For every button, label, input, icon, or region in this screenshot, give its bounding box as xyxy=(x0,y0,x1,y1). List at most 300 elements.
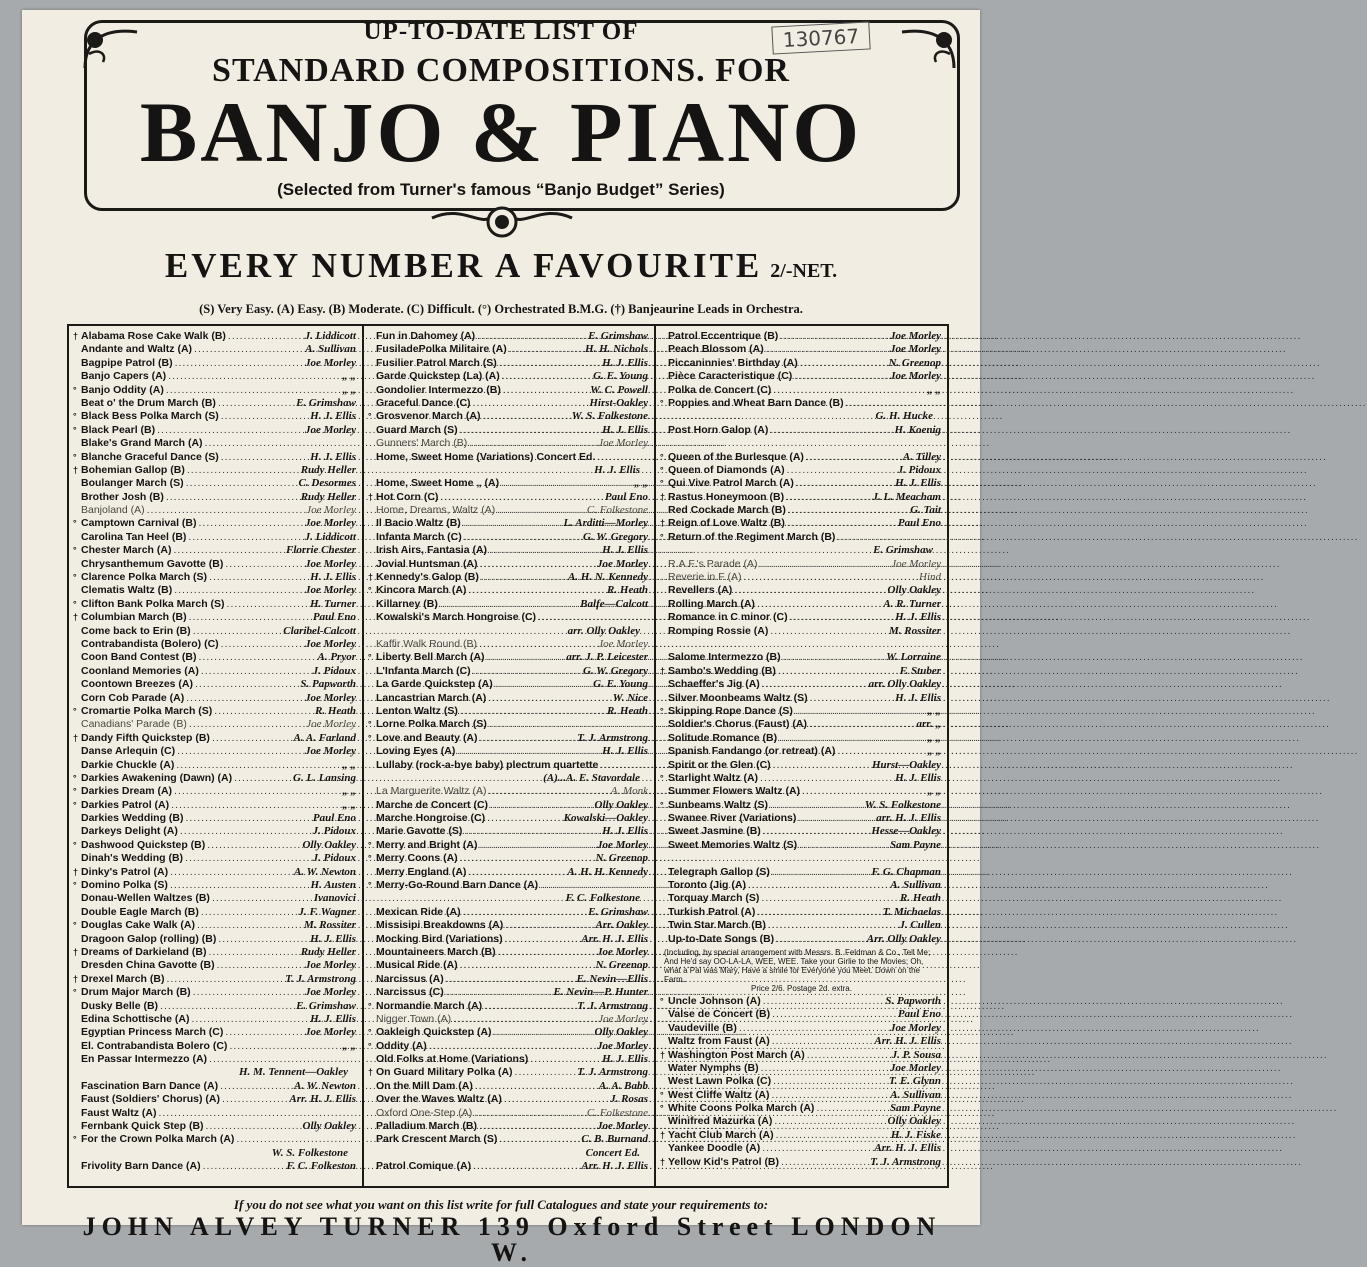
composition-title: Romping Rossie (A) xyxy=(668,624,769,637)
marker-symbol: † xyxy=(73,732,79,743)
leader-dots xyxy=(762,678,867,691)
header-subtitle: (Selected from Turner's famous “Banjo Budget” Series) xyxy=(277,180,725,199)
leader-dots xyxy=(774,1115,885,1128)
list-spacer xyxy=(656,852,947,865)
composer: H. J. Ellis xyxy=(594,463,640,476)
composition-title: Twin Star March (B) xyxy=(668,919,766,932)
list-item xyxy=(364,986,654,999)
composer: Claribel-Calcott xyxy=(283,624,356,637)
composer: „ „ xyxy=(634,477,648,490)
list-item xyxy=(69,1013,362,1026)
leader-dots xyxy=(475,1080,597,1093)
composition-title: Dragoon Galop (rolling) (B) xyxy=(81,932,217,945)
composition-title: FusiladePolka Militaire (A) xyxy=(376,343,507,356)
list-item xyxy=(69,370,362,383)
composer: T. Michaelas xyxy=(882,905,941,918)
composer-credit-line xyxy=(364,892,654,905)
composer: Olly Oakley xyxy=(302,1120,356,1133)
leader-dots xyxy=(460,959,594,972)
leader-dots xyxy=(766,343,888,356)
list-item xyxy=(69,973,362,986)
composer: Paul Eno xyxy=(312,812,356,825)
composition-title: Marie Gavotte (S) xyxy=(376,825,463,838)
composition-title: Winifred Mazurka (A) xyxy=(668,1115,773,1128)
composer: H. J. Fiske xyxy=(890,1128,941,1141)
list-item xyxy=(364,1066,654,1079)
composer-credit-line xyxy=(364,1147,654,1160)
leader-dots xyxy=(199,517,303,530)
marker-symbol: ° xyxy=(368,880,372,891)
list-item xyxy=(69,611,362,624)
marker-symbol: ° xyxy=(73,518,77,529)
list-item xyxy=(656,370,947,383)
leader-dots xyxy=(463,906,586,919)
leader-dots xyxy=(221,451,308,464)
composition-title: Douglas Cake Walk (A) xyxy=(81,919,195,932)
composer: M. Rossiter xyxy=(304,919,356,932)
composition-title: West Cliffe Waltz (A) xyxy=(668,1088,770,1101)
composer: Joe Morley xyxy=(596,557,648,570)
list-item xyxy=(364,973,654,986)
composer: N. Greenop xyxy=(595,959,648,972)
composer: Joe Morley xyxy=(598,637,648,650)
list-item xyxy=(364,584,654,597)
marker-symbol: ° xyxy=(73,545,77,556)
composer: J. F. Wagner xyxy=(298,905,356,918)
composer: Olly Oakley xyxy=(887,584,941,597)
composer: Joe Morley xyxy=(596,1039,648,1052)
composition-title: White Coons Polka March (A) xyxy=(668,1102,815,1115)
leader-dots xyxy=(739,1022,888,1035)
composer-credit-line xyxy=(69,1066,362,1079)
slogan-text: EVERY NUMBER A FAVOURITE xyxy=(164,246,763,285)
list-item xyxy=(364,384,654,397)
composition-title: Post Horn Galop (A) xyxy=(668,423,769,436)
composition-title: Darkeys Delight (A) xyxy=(81,825,178,838)
composer: „ „ xyxy=(342,1039,356,1052)
note-price: Price 2/6. Postage 2d. extra. xyxy=(751,983,852,993)
composition-title: Merry England (A) xyxy=(376,865,467,878)
leader-dots xyxy=(168,370,340,383)
list-item xyxy=(656,1115,947,1128)
leader-dots xyxy=(453,1013,596,1026)
composer: H. J. Ellis xyxy=(602,1053,648,1066)
composition-title: Return of the Regiment March (B) xyxy=(668,530,836,543)
leader-dots xyxy=(757,598,881,611)
composition-title: Spanish Fandango (or retreat) (A) xyxy=(668,745,836,758)
composition-title: Poppies and Wheat Barn Dance (B) xyxy=(668,396,844,409)
composition-title: Gunners' March (B) xyxy=(376,437,468,450)
leader-dots xyxy=(206,1120,301,1133)
composer: Joe Morley xyxy=(598,437,648,450)
composer: R. Heath xyxy=(900,892,941,905)
composition-title: Dinah's Wedding (B) xyxy=(81,852,184,865)
composer: W. S. Folkestone xyxy=(864,798,941,811)
composer: H. J. Ellis xyxy=(602,544,648,557)
leader-dots xyxy=(170,866,292,879)
composition-title: Irish Airs, Fantasia (A) xyxy=(376,544,488,557)
leader-dots xyxy=(489,718,646,731)
leader-dots xyxy=(225,1026,303,1039)
composer: J. P. Sousa xyxy=(891,1048,941,1061)
composer: Rudy Heller xyxy=(300,463,356,476)
list-note xyxy=(656,946,947,995)
list-spacer xyxy=(656,437,947,450)
composition-title: Blake's Grand March (A) xyxy=(81,437,203,450)
leader-dots xyxy=(209,1053,354,1066)
list-item xyxy=(69,384,362,397)
leader-dots xyxy=(186,477,297,490)
list-item xyxy=(656,584,947,597)
leader-dots xyxy=(788,504,908,517)
composer: G. W. Gregory xyxy=(583,664,648,677)
composer: „ „ xyxy=(927,731,941,744)
composer: A. Pryor xyxy=(317,651,356,664)
header-line-2: STANDARD COMPOSITIONS. FOR xyxy=(212,52,790,89)
composition-title: Schaeffer's Jig (A) xyxy=(668,678,760,691)
composition-title: Banjo Oddity (A) xyxy=(81,383,164,396)
composer: G. E. Young xyxy=(593,370,648,383)
composer: H. J. Ellis xyxy=(602,825,648,838)
composition-title: Romance in C minor (C) xyxy=(668,611,788,624)
composition-title: Washington Post March (A) xyxy=(668,1048,805,1061)
leader-dots xyxy=(460,852,594,865)
composer: Concert Ed. xyxy=(585,1146,640,1159)
list-item xyxy=(656,1075,947,1088)
list-item xyxy=(656,1102,947,1115)
composition-title: Revellers (A) xyxy=(668,584,733,597)
list-item xyxy=(364,451,654,464)
composer: Arr. Olly Oakley xyxy=(866,932,941,945)
composition-title: Frivolity Barn Dance (A) xyxy=(81,1160,201,1173)
leader-dots xyxy=(473,665,581,678)
composer: G. W. Gregory xyxy=(583,530,648,543)
note-text: (Including, by special arrangement with Messrs. B. Feldman & Co., Tell Me; And He'd say OO-LA-LA, WEE, WEE. Take your Girlie to the Movies; Oh, what a Pal was Mary, Have a smile for Everyone you Meet. Down on the Farm. xyxy=(664,947,931,984)
price-label: 2/-NET. xyxy=(770,260,838,282)
composition-title: Sweet Memories Waltz (S) xyxy=(668,838,798,851)
composer: Balfe—Calcott xyxy=(580,597,648,610)
composition-title: Queen of the Burlesque (A) xyxy=(668,450,804,463)
list-item xyxy=(69,986,362,999)
marker-symbol: † xyxy=(73,331,79,341)
list-item xyxy=(364,598,654,611)
composer: T. J. Armstrong xyxy=(577,999,648,1012)
composer: H. J. Ellis xyxy=(895,477,941,490)
leader-dots xyxy=(166,491,299,504)
list-item xyxy=(656,1008,947,1021)
marker-symbol: † xyxy=(368,491,374,502)
composition-title: Mexican Ride (A) xyxy=(376,905,461,918)
list-item xyxy=(69,879,362,892)
composition-title: Vaudeville (B) xyxy=(668,1021,737,1034)
composer: „ „ xyxy=(342,785,356,798)
list-item xyxy=(656,1035,947,1048)
list-item xyxy=(69,625,362,638)
list-item xyxy=(656,451,947,464)
composer: arr. Olly Oakley xyxy=(868,678,941,691)
leader-dots xyxy=(460,424,600,437)
composer-credit-line xyxy=(364,772,654,785)
composition-title: Home, Dreams, Waltz (A) xyxy=(376,504,496,517)
leader-dots xyxy=(479,1120,595,1133)
composition-title: Waltz from Faust (A) xyxy=(668,1035,770,1048)
composer: A. R. Turner xyxy=(883,597,941,610)
list-item xyxy=(69,785,362,798)
composer: Olly Oakley xyxy=(594,1026,648,1039)
composition-title: Drexel March (B) xyxy=(81,972,165,985)
leader-dots xyxy=(503,384,588,397)
column-1 xyxy=(69,326,364,1186)
list-item xyxy=(69,330,362,343)
composer: J. Liddicott xyxy=(304,530,356,543)
list-item xyxy=(364,1000,654,1013)
composer: „ „ xyxy=(927,745,941,758)
composition-title: Patrol Eccentrique (B) xyxy=(668,330,779,342)
composition-title: Darkies Wedding (B) xyxy=(81,812,184,825)
marker-symbol: ° xyxy=(73,987,77,998)
list-item xyxy=(656,1089,947,1102)
composer: R. Heath xyxy=(607,704,648,717)
composer: Olly Oakley xyxy=(887,1115,941,1128)
list-item xyxy=(69,678,362,691)
leader-dots xyxy=(201,906,297,919)
composition-title: La Marguerite Waltz (A) xyxy=(376,785,487,798)
list-item xyxy=(656,464,947,477)
leader-dots xyxy=(484,1000,575,1013)
composer: R. Heath xyxy=(607,584,648,597)
marker-symbol: ° xyxy=(73,705,77,716)
marker-symbol: ° xyxy=(73,880,77,891)
list-item xyxy=(364,678,654,691)
composer: „ „ xyxy=(342,798,356,811)
composition-title: Love and Beauty (A) xyxy=(376,731,478,744)
composer: H. J. Ellis xyxy=(310,932,356,945)
leader-dots xyxy=(473,397,588,410)
composer: T. J. Armstrong xyxy=(870,1155,941,1168)
marker-symbol: ° xyxy=(73,384,77,395)
composition-title: Black Pearl (B) xyxy=(81,423,156,436)
list-item xyxy=(69,343,362,356)
leader-dots xyxy=(176,759,340,772)
list-item xyxy=(656,785,947,798)
composer: E. Grimshaw xyxy=(296,396,356,409)
leader-dots xyxy=(499,357,600,370)
composer: Kowalski—Oakley xyxy=(563,812,648,825)
composition-title: Oxford One-Step (A) xyxy=(376,1106,473,1119)
marker-symbol: † xyxy=(660,518,666,529)
composer: E. Grimshaw xyxy=(296,999,356,1012)
composition-title: L'Infanta March (C) xyxy=(376,664,471,677)
composition-title: Yacht Club March (A) xyxy=(668,1128,774,1141)
column-2 xyxy=(364,326,656,1186)
leader-dots xyxy=(234,772,291,785)
composer: A. W. Newton xyxy=(294,1079,356,1092)
leader-dots xyxy=(816,1102,888,1115)
leader-dots xyxy=(480,732,576,745)
leader-dots xyxy=(175,357,303,370)
page-title: BANJO & PIANO xyxy=(139,84,863,180)
marker-symbol: ° xyxy=(73,572,77,583)
list-item xyxy=(69,852,362,865)
list-item xyxy=(364,1040,654,1053)
leader-dots xyxy=(798,812,874,825)
list-item xyxy=(364,879,654,892)
composer: J. Pidoux xyxy=(897,463,941,476)
composition-title: Queen of Diamonds (A) xyxy=(668,463,785,476)
leader-dots xyxy=(468,584,605,597)
leader-dots xyxy=(229,1040,340,1053)
composer: S. Papworth xyxy=(885,994,941,1007)
leader-dots xyxy=(488,785,608,798)
marker-symbol: ° xyxy=(73,772,77,783)
list-item xyxy=(364,839,654,852)
list-item xyxy=(656,919,947,932)
list-item xyxy=(656,504,947,517)
marker-symbol: ° xyxy=(660,1103,664,1114)
composition-title: Reverie in F (A) xyxy=(668,571,742,584)
list-item xyxy=(364,866,654,879)
list-item xyxy=(69,464,362,477)
list-item xyxy=(364,812,654,825)
composer: F. C. Folkestone xyxy=(565,892,640,905)
composition-title: Drum Major March (B) xyxy=(81,986,191,999)
leader-dots xyxy=(217,959,303,972)
list-item xyxy=(69,812,362,825)
composer: A. A. Babb xyxy=(598,1079,648,1092)
composition-title: Kincora March (A) xyxy=(376,584,467,597)
list-item xyxy=(69,504,362,517)
leader-dots xyxy=(515,1066,576,1079)
list-item xyxy=(656,598,947,611)
composer: W. S. Folkestone xyxy=(571,410,648,423)
composer: Hesse—Oakley xyxy=(871,825,941,838)
leader-dots xyxy=(794,370,888,383)
composer: A. Sullivan xyxy=(305,343,356,356)
leader-dots xyxy=(770,799,863,812)
composer: S. Papworth xyxy=(300,678,356,691)
composition-title: Darkie Chuckle (A) xyxy=(81,758,175,771)
composition-title: Toronto (Jig (A) xyxy=(668,879,746,892)
leader-dots xyxy=(197,919,302,932)
leader-dots xyxy=(479,638,596,651)
leader-dots xyxy=(806,451,901,464)
leader-dots xyxy=(208,946,298,959)
list-item xyxy=(656,531,947,544)
leader-dots xyxy=(188,531,302,544)
composition-title: Jovial Huntsman (A) xyxy=(376,557,478,570)
composition-title: Musical Ride (A) xyxy=(376,959,458,972)
composer: Sam Payne xyxy=(889,838,941,851)
composition-title: Valse de Concert (B) xyxy=(668,1008,771,1021)
leader-dots xyxy=(509,343,583,356)
leader-dots xyxy=(757,906,880,919)
list-item xyxy=(69,1080,362,1093)
composer: G. H. Hucke xyxy=(875,410,933,423)
footer-instruction: If you do not see what you want on this list write for full Catalogues and state your requirements to: xyxy=(233,1197,769,1212)
composer: T. J. Armstrong xyxy=(577,1066,648,1079)
list-item xyxy=(364,611,654,624)
leader-dots xyxy=(530,1053,600,1066)
list-item xyxy=(656,611,947,624)
composer: Arr. H. J. Ellis xyxy=(581,1160,648,1173)
composer: J. Pidoux xyxy=(312,825,356,838)
composition-title: Canadians' Parade (B) xyxy=(81,718,187,731)
composer: H. M. Tennent—Oakley xyxy=(239,1066,348,1079)
composer: A. Tilley xyxy=(902,450,941,463)
leader-dots xyxy=(772,1089,889,1102)
list-item xyxy=(364,357,654,370)
list-item xyxy=(364,732,654,745)
list-item xyxy=(656,1022,947,1035)
composer: Joe Morley xyxy=(304,745,356,758)
composition-title: Corn Cob Parade (A) xyxy=(81,691,185,704)
leader-dots xyxy=(194,343,303,356)
leader-dots xyxy=(480,558,595,571)
list-item xyxy=(364,638,654,651)
composer: F. G. Chapman xyxy=(871,865,941,878)
composition-title: Chrysanthemum Gavotte (B) xyxy=(81,557,224,570)
leader-dots xyxy=(221,410,308,423)
composer: Hind xyxy=(919,571,941,584)
leader-dots xyxy=(499,1133,579,1146)
list-item xyxy=(364,370,654,383)
leader-dots xyxy=(768,919,898,932)
composition-title: Yellow Kid's Patrol (B) xyxy=(668,1155,780,1168)
composer: arr. J. P. Leicester xyxy=(566,651,648,664)
composition-title: Pièce Caracteristique (C) xyxy=(668,370,793,383)
leader-dots xyxy=(174,785,340,798)
marker-symbol: † xyxy=(660,491,666,502)
leader-dots xyxy=(147,504,305,517)
composer: J. Pidoux xyxy=(312,852,356,865)
leader-dots xyxy=(770,625,887,638)
leader-dots xyxy=(760,772,893,785)
composition-title: Dreams of Darkieland (B) xyxy=(81,945,207,958)
composition-title: Infanta March (C) xyxy=(376,530,462,543)
leader-dots xyxy=(440,598,578,611)
list-spacer xyxy=(656,638,947,651)
list-item xyxy=(364,799,654,812)
leader-dots xyxy=(763,995,884,1008)
composition-title: Old Folks at Home (Variations) xyxy=(376,1053,529,1066)
leader-dots xyxy=(446,973,575,986)
leader-dots xyxy=(773,1075,887,1088)
list-item xyxy=(364,1133,654,1146)
leader-dots xyxy=(795,705,925,718)
composition-title: Red Cockade March (B) xyxy=(668,504,786,517)
composition-title: Lancastrian March (A) xyxy=(376,691,487,704)
marker-symbol: ° xyxy=(73,451,77,462)
composer: R. Heath xyxy=(315,704,356,717)
composer: „ „ xyxy=(342,383,356,396)
list-item xyxy=(656,678,947,691)
composer: „ „ xyxy=(342,370,356,383)
composer: W. S. Folkestone xyxy=(271,1146,348,1159)
composition-title: Bohemian Gallop (B) xyxy=(81,463,185,476)
composer: „ „ xyxy=(927,704,941,717)
composer: Paul Eno xyxy=(312,611,356,624)
composer: N. Greenop xyxy=(888,356,941,369)
composition-title: Oakleigh Quickstep (A) xyxy=(376,1026,492,1039)
music-list-sheet xyxy=(22,10,980,1267)
composer: H. J. Ellis xyxy=(602,356,648,369)
composer: Joe Morley xyxy=(306,718,356,731)
leader-dots xyxy=(464,531,581,544)
composition-title: Merry and Bright (A) xyxy=(376,838,478,851)
list-item xyxy=(69,1120,362,1133)
composer: H. Turner xyxy=(309,597,356,610)
leader-dots xyxy=(760,558,890,571)
